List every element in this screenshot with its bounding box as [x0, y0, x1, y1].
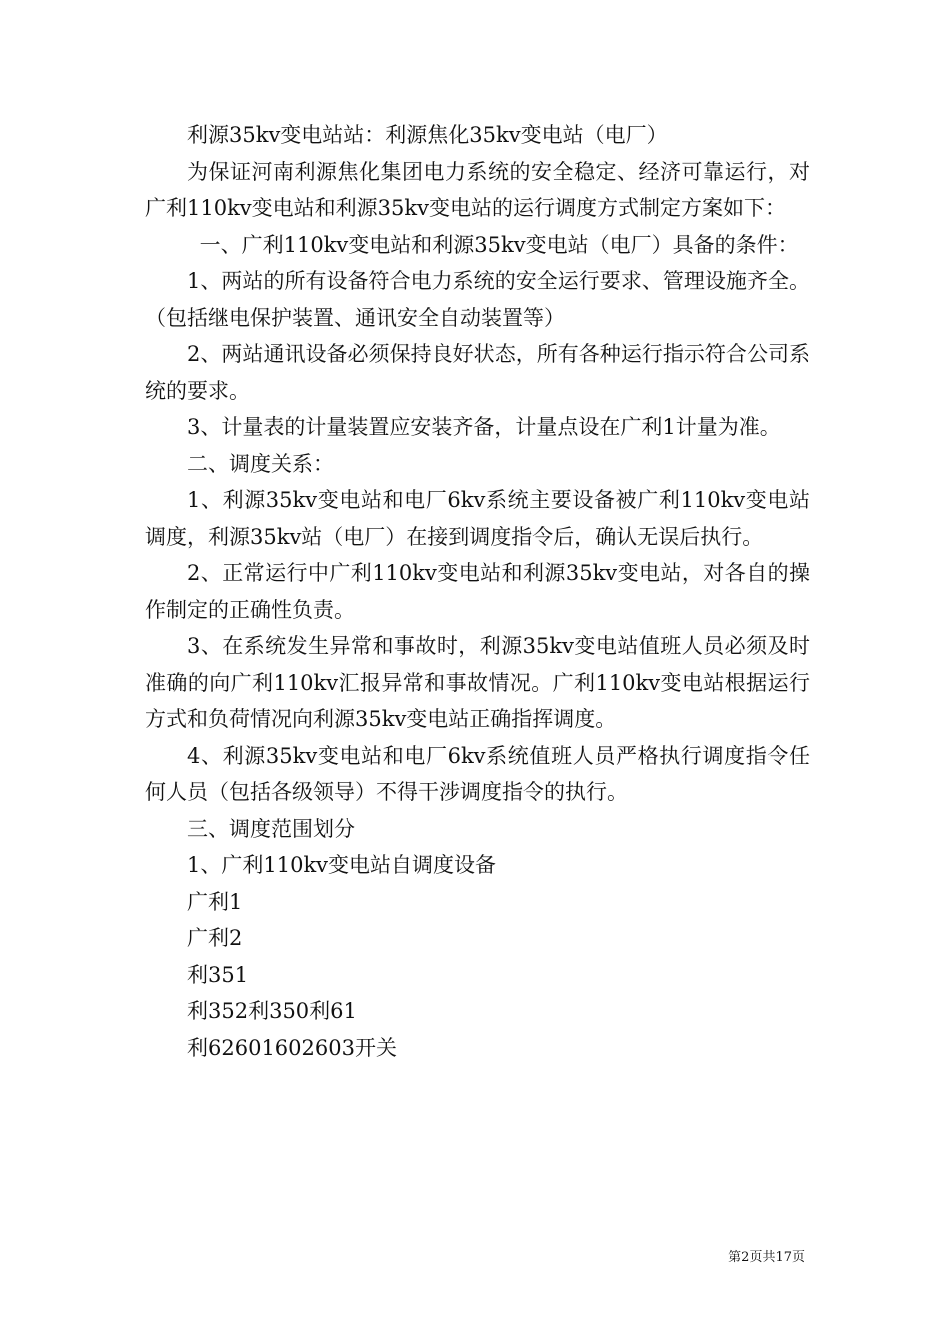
page-number-footer: 第2页共17页	[728, 1250, 805, 1265]
paragraph-condition-2: 2、两站通讯设备必须保持良好状态，所有各种运行指示符合公司系统的要求。	[145, 342, 810, 403]
list-item-equipment: 利352利350利61	[187, 999, 357, 1023]
paragraph-relation-3: 3、在系统发生异常和事故时，利源35kv变电站值班人员必须及时准确的向广利110kv汇报异常和事故情况。广利110kv变电站根据运行方式和负荷情况向利源35kv变电站正确指挥调度。	[145, 634, 810, 731]
paragraph-station-title: 利源35kv变电站站：利源焦化35kv变电站（电厂）	[187, 123, 668, 147]
list-item-equipment: 利62601602603开关	[187, 1035, 397, 1060]
heading-dispatch-relation: 二、调度关系：	[187, 451, 334, 476]
paragraph-relation-2: 2、正常运行中广利110kv变电站和利源35kv变电站，对各自的操作制定的正确性负责。	[145, 561, 810, 622]
list-item-equipment: 利351	[187, 962, 249, 987]
paragraph-relation-4: 4、利源35kv变电站和电厂6kv系统值班人员严格执行调度指令任何人员（包括各级领导）不得干涉调度指令的执行。	[145, 743, 810, 804]
document-body	[145, 117, 810, 1066]
heading-conditions: 一、广利110kv变电站和利源35kv变电站（电厂）具备的条件：	[199, 232, 799, 257]
paragraph-condition-3: 3、计量表的计量装置应安装齐备，计量点设在广利1计量为准。	[187, 415, 781, 439]
heading-dispatch-scope: 三、调度范围划分	[187, 816, 355, 841]
paragraph-condition-1: 1、两站的所有设备符合电力系统的安全运行要求、管理设施齐全。（包括继电保护装置、通讯安全自动装置等）	[145, 269, 810, 330]
paragraph-relation-1: 1、利源35kv变电站和电厂6kv系统主要设备被广利110kv变电站调度，利源35kv站（电厂）在接到调度指令后，确认无误后执行。	[145, 488, 810, 549]
paragraph-scope-1: 1、广利110kv变电站自调度设备	[187, 853, 497, 877]
paragraph-intro: 为保证河南利源焦化集团电力系统的安全稳定、经济可靠运行，对广利110kv变电站和利源35kv变电站的运行调度方式制定方案如下：	[145, 159, 810, 220]
list-item-equipment: 广利1	[187, 889, 243, 914]
list-item-equipment: 广利2	[187, 926, 243, 950]
